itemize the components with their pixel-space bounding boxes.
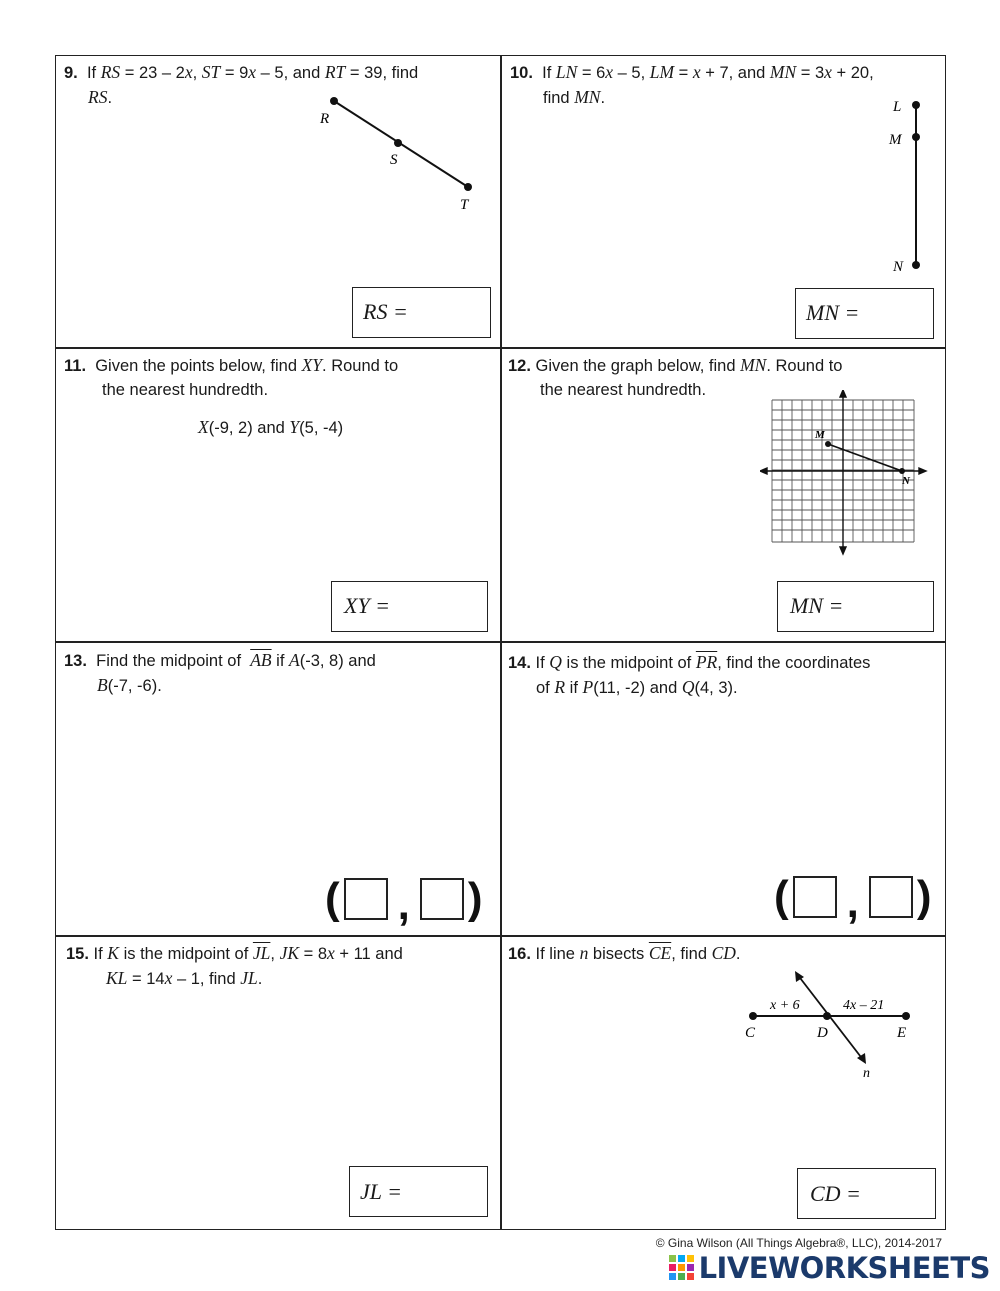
- problem-13-text: 13. Find the midpoint of $\overline{AB}$ if A(-3, 8) and B(-7, -6).: [64, 650, 376, 695]
- brand-name: LIVEWORKSHEETS: [698, 1250, 990, 1285]
- segment-rst-diagram: [310, 90, 490, 215]
- problem-11-text: 11. Given the points below, find XY. Round to the nearest hundredth.: [64, 355, 399, 399]
- label-x-plus-6: x + 6: [770, 998, 800, 1013]
- column-divider: [500, 55, 502, 1230]
- answer-label-mn-12: MN =: [790, 593, 844, 618]
- coordinates-answer-14: ( , ): [774, 872, 932, 927]
- problem-11-points: X(-9, 2) and Y(5, -4): [198, 417, 344, 437]
- answer-box-mn-12: [777, 581, 934, 632]
- copyright-text: © Gina Wilson (All Things Algebra®, LLC), 2014-2017: [655, 1236, 942, 1250]
- label-c: C: [745, 1025, 756, 1041]
- label-t: T: [460, 197, 469, 213]
- liveworksheets-logo-icon: [668, 1253, 696, 1283]
- midpoint-answer-13: ( , ): [325, 874, 483, 929]
- row-divider-1: [55, 347, 946, 349]
- answer-box-mn-10: [795, 288, 934, 339]
- segment-lmn-diagram: [885, 92, 935, 282]
- answer-box-jl: [349, 1166, 488, 1217]
- point-r: [330, 97, 338, 105]
- label-n-line: n: [863, 1066, 870, 1081]
- label-n: N: [893, 259, 904, 275]
- row-divider-2: [55, 641, 946, 643]
- coordinate-x-input-14[interactable]: [793, 876, 837, 918]
- problem-9-text: 9. If RS = 23 – 2x, ST = 9x – 5, and RT = 39, find RS.: [64, 62, 419, 107]
- coordinate-graph: [760, 390, 928, 556]
- answer-input-xy[interactable]: [410, 590, 484, 624]
- label-d: D: [817, 1025, 828, 1041]
- answer-input-mn-10[interactable]: [868, 297, 932, 331]
- answer-label-rs: RS =: [363, 299, 408, 324]
- answer-box-xy: [331, 581, 488, 632]
- answer-box-cd: [797, 1168, 936, 1219]
- answer-label-xy: XY =: [344, 593, 391, 618]
- point-c: [749, 1012, 757, 1020]
- answer-input-jl[interactable]: [420, 1175, 486, 1209]
- row-divider-3: [55, 935, 946, 937]
- label-r: R: [320, 111, 330, 127]
- point-l: [912, 101, 920, 109]
- label-e: E: [897, 1025, 907, 1041]
- liveworksheets-brand[interactable]: [668, 1250, 990, 1285]
- point-n: [912, 261, 920, 269]
- answer-label-jl: JL =: [360, 1179, 402, 1204]
- point-n-graph: [899, 468, 905, 474]
- answer-label-mn-10: MN =: [806, 300, 860, 325]
- label-l: L: [893, 99, 902, 115]
- midpoint-y-input-13[interactable]: [420, 878, 464, 920]
- problem-12-text: 12. Given the graph below, find MN. Round to the nearest hundredth.: [508, 355, 843, 399]
- bisector-diagram: [735, 965, 920, 1085]
- problem-14-text: 14. If Q is the midpoint of $\overline{PR}$, find the coordinates of R if P(11, -2) and Q(4, 3).: [508, 652, 871, 697]
- midpoint-x-input-13[interactable]: [344, 878, 388, 920]
- coordinate-y-input-14[interactable]: [869, 876, 913, 918]
- label-m: M: [889, 132, 902, 148]
- label-m-graph: M: [815, 429, 825, 441]
- problem-15-text: 15. If K is the midpoint of $\overline{JL}$, JK = 8x + 11 and KL = 14x – 1, find JL.: [66, 943, 403, 988]
- label-4x-minus-21: 4x – 21: [843, 998, 885, 1013]
- answer-input-mn-12[interactable]: [856, 590, 930, 624]
- answer-box-rs: [352, 287, 491, 338]
- label-n-graph: N: [902, 475, 910, 487]
- point-t: [464, 183, 472, 191]
- answer-input-rs[interactable]: [425, 296, 489, 330]
- label-s: S: [390, 152, 398, 168]
- point-s: [394, 139, 402, 147]
- answer-input-cd[interactable]: [874, 1177, 936, 1211]
- problem-16-text: 16. If line n bisects $\overline{CE}$, find CD.: [508, 943, 741, 963]
- answer-label-cd: CD =: [810, 1181, 861, 1206]
- point-m-graph: [825, 441, 831, 447]
- point-m: [912, 133, 920, 141]
- problem-10-text: 10. If LN = 6x – 5, LM = x + 7, and MN = 3x + 20, find MN.: [510, 62, 874, 107]
- point-e: [902, 1012, 910, 1020]
